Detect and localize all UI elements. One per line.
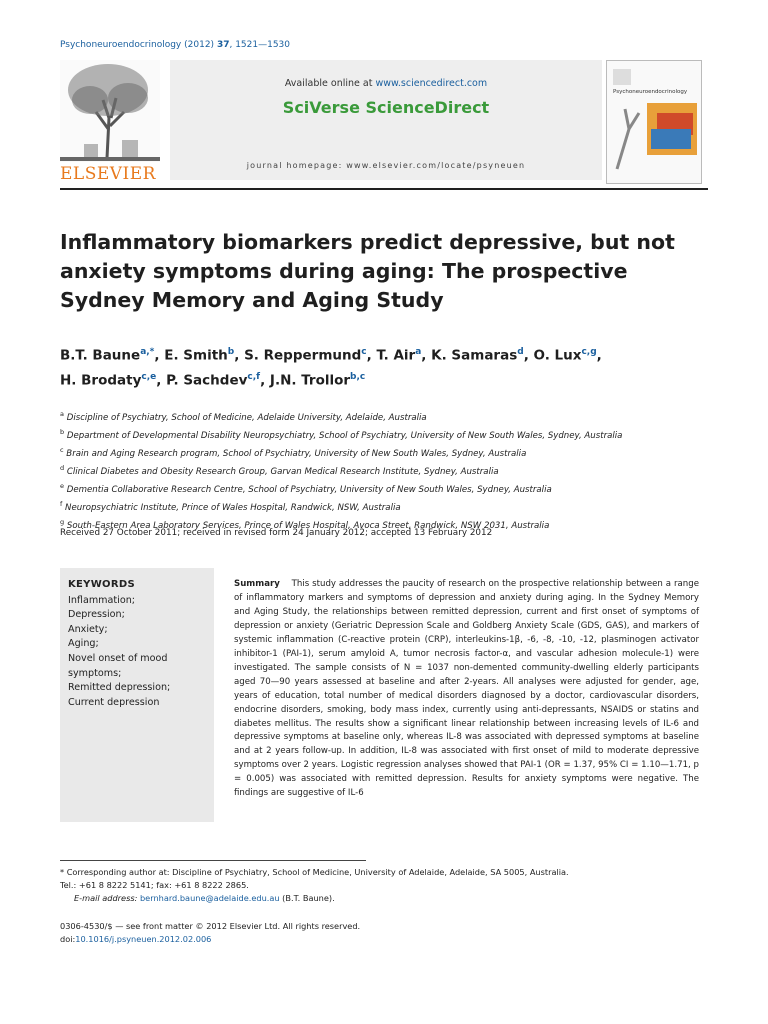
available-online [170,78,602,89]
journal-homepage[interactable]: journal homepage: www.elsevier.com/locate/psyneuen [246,161,526,170]
doi-label: doi: [60,934,76,944]
affiliation-key: c [60,445,64,454]
author-name: E. Smith [164,347,228,364]
author-name: P. Sachdev [166,372,248,388]
affiliation-text: Dementia Collaborative Research Centre, School of Psychiatry, University of New South Wales, Sydney, Australia [64,484,552,495]
header-divider [60,188,708,190]
author-name: H. Brodaty [60,372,142,388]
affiliation-item [60,443,720,461]
author-separator: , [366,347,377,364]
affiliation-text: South-Eastern Area Laboratory Services, Prince of Wales Hospital, Avoca Street, Randwick, NSW 2031, Australia [64,520,550,531]
article-title: Inflammatory biomarkers predict depressive, but not anxiety symptoms during aging: The prospective Sydney Memory and Aging Study [60,230,675,312]
affiliation-key: g [60,517,65,526]
summary-label: Summary [234,579,280,589]
affiliation-item [60,407,720,425]
email-suffix: (B.T. Baune). [279,893,335,903]
author-affiliation-marker[interactable]: c,g [581,347,597,357]
abstract-summary [234,578,699,801]
keyword-item: Inflammation; [68,594,136,606]
keywords-heading: KEYWORDS [68,579,135,590]
cover-logo-icon [613,69,631,85]
keyword-item: Depression; [68,609,125,621]
author-affiliation-marker[interactable]: b [227,347,235,357]
cover-art-icon [607,99,701,171]
affiliation-list [60,407,720,533]
affiliation-item [60,479,720,497]
affiliation-text: Brain and Aging Research program, School of Psychiatry, University of New South Wales, Sydney, Australia [63,448,527,459]
citation-pages: 1521—1530 [235,40,291,50]
author-affiliation-marker[interactable]: c [361,347,367,357]
author-name: J.N. Trollor [269,372,351,388]
affiliation-key: f [60,499,63,508]
footnote-divider [60,860,366,861]
sciverse-logo: SciVerse ScienceDirect [282,98,490,117]
affiliation-text: Clinical Diabetes and Obesity Research Group, Garvan Medical Research Institute, Sydney, Australia [64,466,499,477]
keyword-item: Remitted depression; [68,682,171,694]
author-name: K. Samaras [431,347,518,364]
keywords-box [60,568,214,822]
telephone-fax: Tel.: +61 8 8222 5141; fax: +61 8 8222 2865. [60,880,249,890]
doi-line [60,933,720,946]
author-email-link[interactable]: bernhard.baune@adelaide.edu.au [139,893,280,903]
cover-journal-title: Psychoneuroendocrinology [613,89,688,95]
corresponding-footnote [60,866,720,905]
email-line [60,892,720,905]
author-separator: , [156,372,167,388]
author-separator: , [523,347,534,364]
author-affiliation-marker[interactable]: a [415,347,422,357]
keyword-item: Anxiety; [68,623,108,635]
author-separator: , [154,347,165,364]
keyword-item: Aging; [68,638,99,650]
affiliation-text: Discipline of Psychiatry, School of Medicine, Adelaide University, Adelaide, Australia [63,412,427,423]
citation-journal: Psychoneuroendocrinology (2012) [60,40,215,50]
keyword-item: Current depression [68,696,160,708]
affiliation-key: a [60,410,64,418]
available-prefix: Available online at [284,78,376,89]
author-name: T. Air [376,347,416,364]
author-affiliation-marker[interactable]: d [517,347,524,357]
received-dates: Received 27 October 2011; received in revised form 24 January 2012; accepted 13 February 2012 [60,528,493,538]
affiliation-item [60,425,720,443]
affiliation-text: Department of Developmental Disability Neuropsychiatry, School of Psychiatry, University of New South Wales, Sydney, Australia [64,430,623,441]
sciencedirect-banner [170,60,602,180]
author-affiliation-marker[interactable]: a,* [140,347,155,357]
affiliation-text: Neuropsychiatric Institute, Prince of Wales Hospital, Randwick, NSW, Australia [62,502,401,513]
corresponding-author: * Corresponding author at: Discipline of Psychiatry, School of Medicine, University of Adelaide, Adelaide, SA 5005, Australia. [60,867,569,877]
issn-copyright [60,920,720,946]
author-name: S. Reppermund [244,347,362,364]
citation-volume: 37 [216,40,230,50]
affiliation-key: e [60,481,64,490]
author-separator: , [596,347,602,364]
doi-link[interactable]: 10.1016/j.psyneuen.2012.02.006 [75,934,212,944]
journal-cover-thumbnail [606,60,702,184]
affiliation-key: d [60,463,65,472]
author-list [60,342,720,391]
copyright-line: 0306-4530/$ — see front matter © 2012 Elsevier Ltd. All rights reserved. [60,921,361,931]
summary-text: This study addresses the paucity of research on the prospective relationship between a range of inflammatory markers and symptoms of depression and anxiety during aging. In the Sydney Memory and Aging Study, the relationships between remitted depression, current and first onset of symptoms of depression or anxiety (Geriatric Depression Scale and Goldberg Anxiety Scale (GDS, GAS), and markers of systemic inflammation (C-reactive protein (CRP), interleukins-1β, -6, -8, -10, -12, plasminogen activator inhibitor-1 (PAI-1), serum amyloid A, tumor necrosis factor-α, and vascular adhesion molecule-1) were investigated. The sample consists of N = 1037 non-demented community-dwelling elderly participants aged 70—90 years assessed at baseline and after 2-years. All analyses were adjusted for gender, age, years of education, total number of medical disorders diagnosed by a doctor, cardiovascular disorders, endocrine disorders, smoking, body mass index, currently using anti-depressants, NSAIDS or statins and diabetes mellitus. The results show a significant linear relationship between increasing levels of IL-6 and depressive symptoms at baseline only, whereas IL-8 was associated with depressed symptoms at baseline and at 2 years follow-up. In addition, IL-8 was associated with first onset of mild to moderate depressive symptoms over 2 years. Logistic regression analyses showed that PAI-1 (OR = 1.37, 95% CI = 1.10—1.71, p = 0.005) was associated with remitted depression. Results for anxiety symptoms were negative. The findings are suggestive of IL-6 [234,579,699,799]
author-affiliation-marker[interactable]: c,e [141,371,157,382]
keywords-list [68,594,206,711]
journal-citation: Psychoneuroendocrinology (2012) 37, 1521—1530 [60,40,291,50]
author-affiliation-marker[interactable]: c,f [247,371,261,382]
affiliation-item [60,497,720,515]
elsevier-wordmark: ELSEVIER [60,164,156,184]
author-affiliation-marker[interactable]: b,c [350,371,366,382]
email-label: E-mail address: [74,893,140,903]
author-name: B.T. Baune [60,347,141,364]
author-separator: , [260,372,270,388]
affiliation-item [60,461,720,479]
author-separator: , [421,347,432,364]
affiliation-key: b [60,427,65,436]
author-separator: , [234,347,245,364]
sciencedirect-link[interactable]: www.sciencedirect.com [375,78,488,89]
keyword-item: Novel onset of mood symptoms; [68,652,168,679]
journal-header [60,60,708,188]
author-name: O. Lux [533,347,582,364]
